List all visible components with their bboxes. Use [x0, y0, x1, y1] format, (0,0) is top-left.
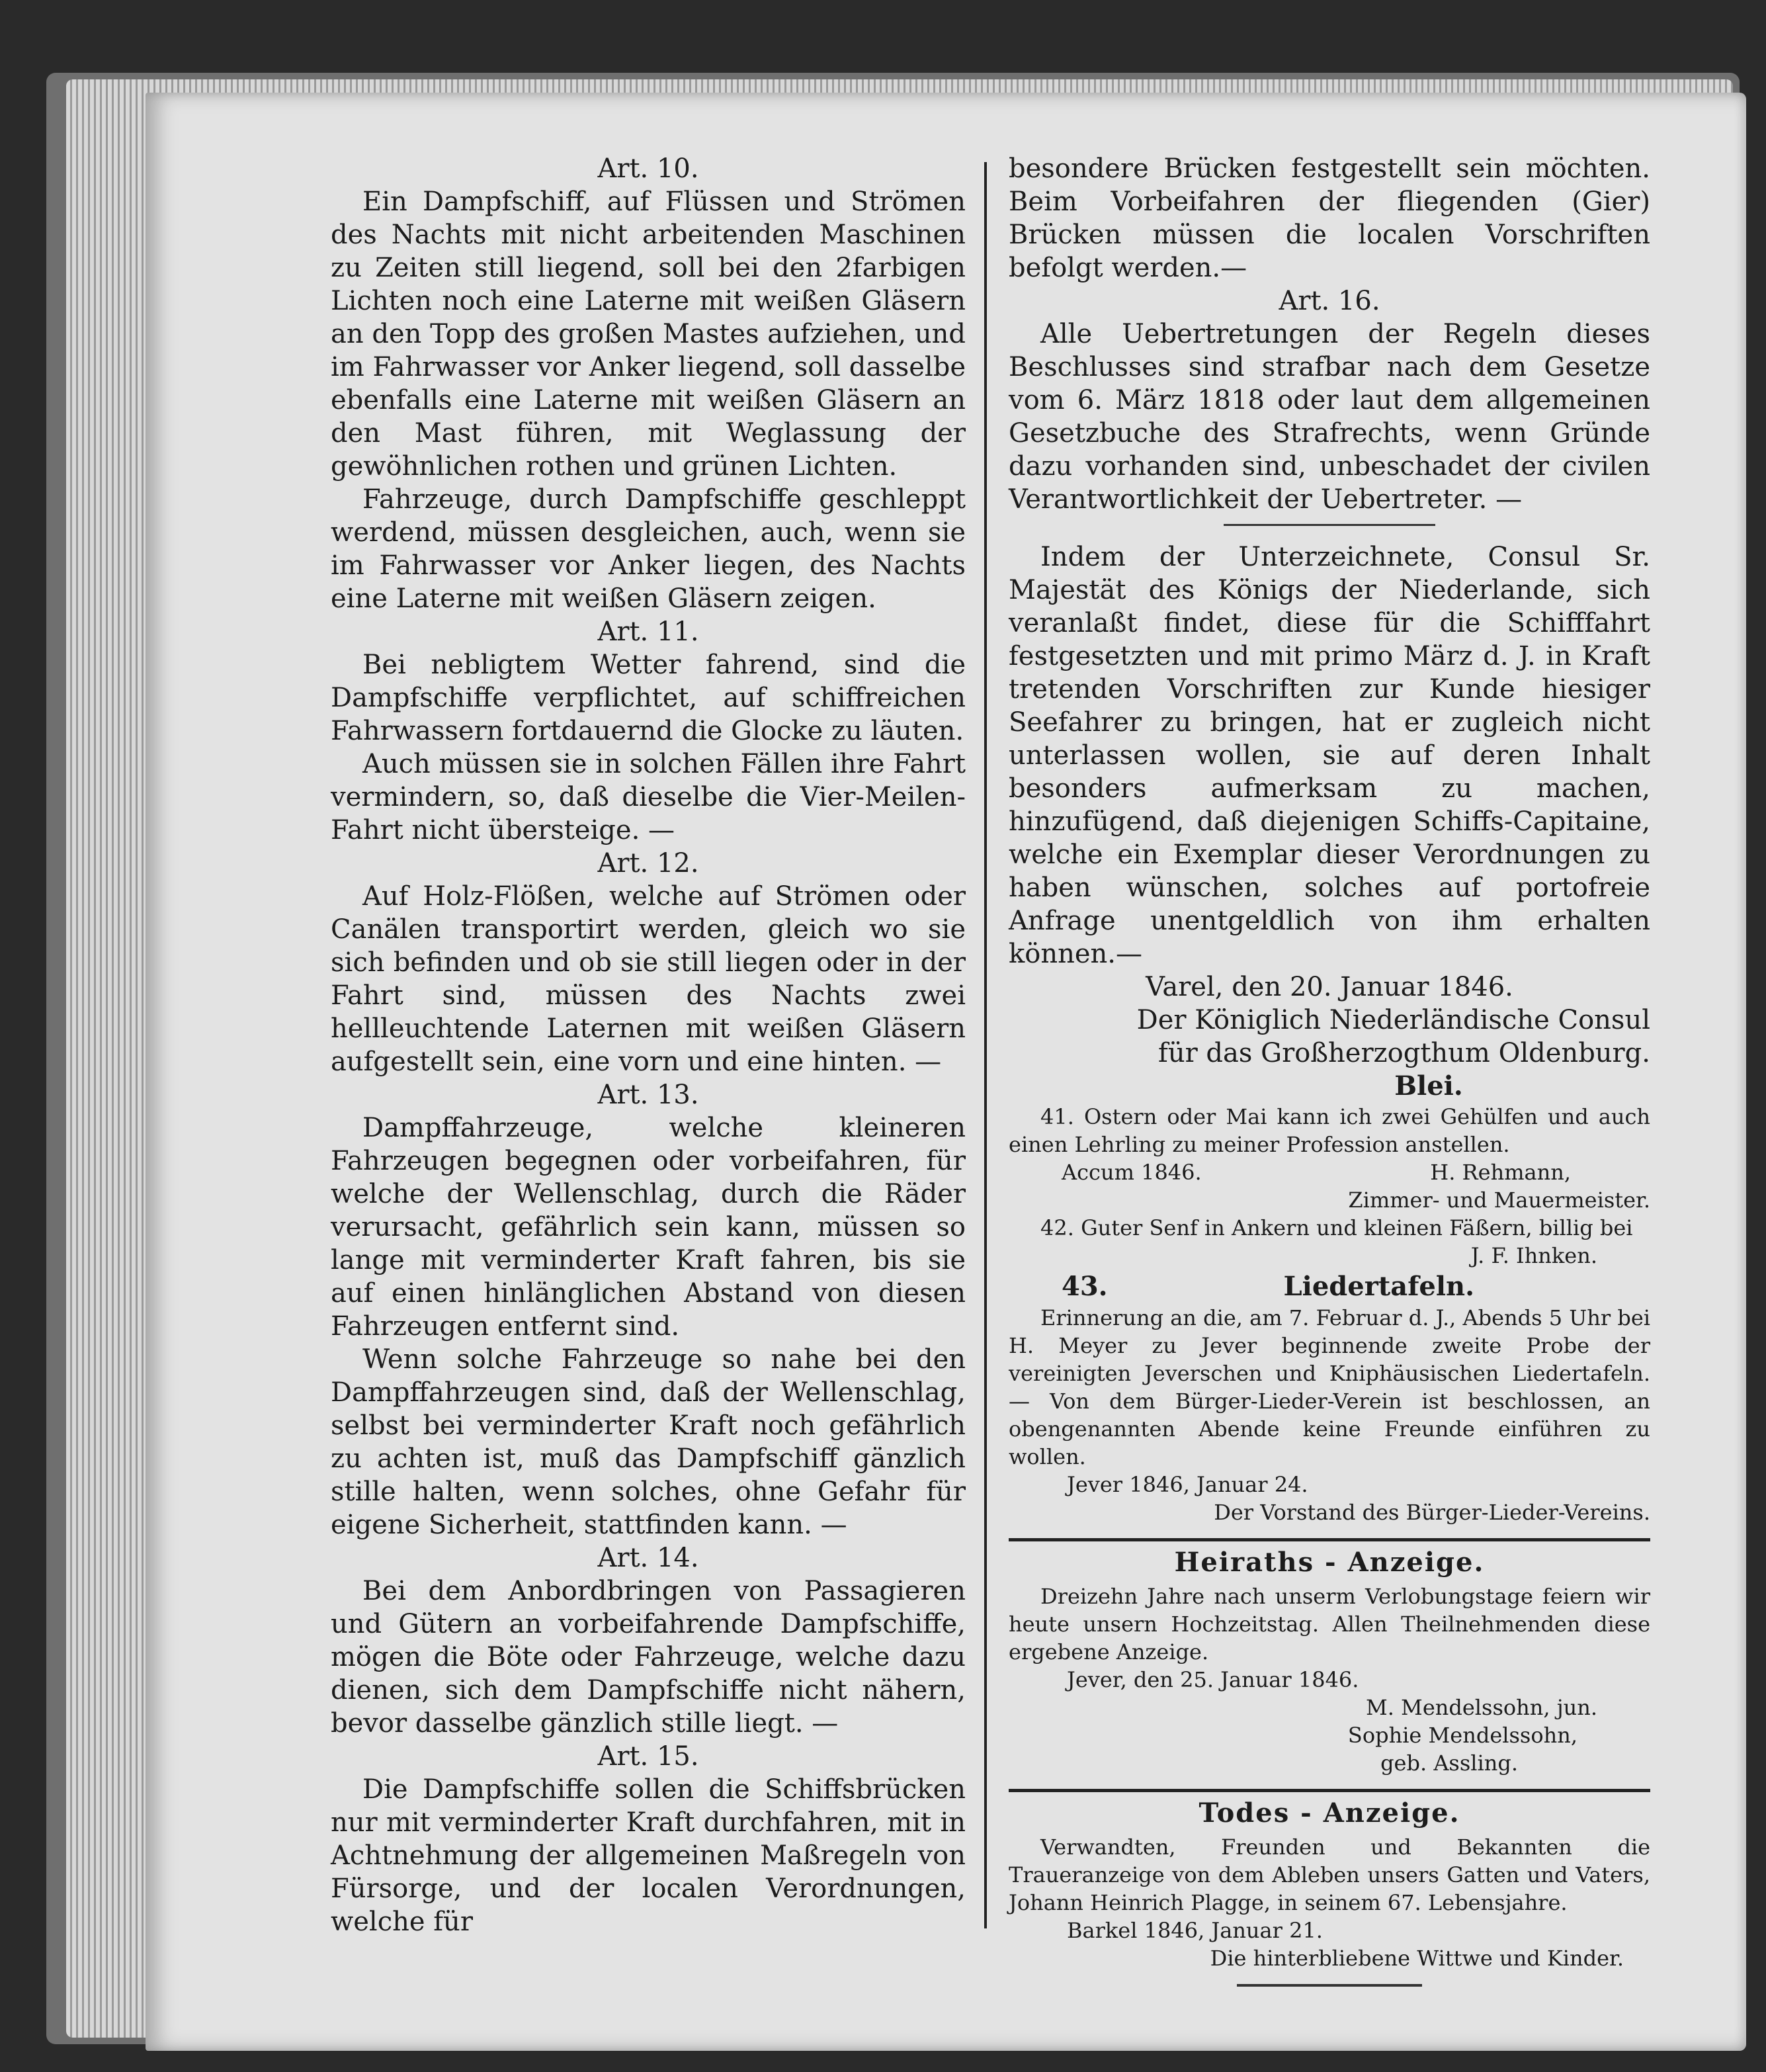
art-15-heading: Art. 15. — [597, 1741, 699, 1772]
ad-41-text: 41. Ostern oder Mai kann ich zwei Gehülfen und auch einen Lehrling zu meiner Profession anstellen. — [1009, 1104, 1650, 1157]
ad-41-place: Accum 1846. — [1062, 1160, 1202, 1185]
art-10-paragraph-2: Fahrzeuge, durch Dampfschiffe geschleppt werdend, müssen desgleichen, auch, wenn sie im Fahrwasser vor Anker liegen, des Nachts eine Laterne mit weißen Gläsern zeigen. — [331, 484, 966, 614]
art-13-paragraph-2: Wenn solche Fahrzeuge so nahe bei den Dampffahrzeugen sind, daß der Wellenschlag, selbst bei verminderter Kraft noch gefährlich zu achten ist, muß das Dampfschiff gänzlich stille halten, wenn solches, ohne Gefahr für eigene Sicherheit, stattfinden kann. — — [331, 1344, 966, 1540]
art-13-paragraph-1: Dampffahrzeuge, welche kleineren Fahrzeugen begegnen oder vorbeifahren, für welche der Wellenschlag, durch die Räder verursacht, gefährlich sein kann, müssen so lange mit verminderter Kraft fahren, bis sie auf einen hinlänglichen Abstand von diesen Fahrzeugen entfernt sind. — [331, 1113, 966, 1342]
left-column — [331, 152, 966, 1938]
art-15-paragraph-1: Die Dampfschiffe sollen die Schiffsbrücken nur mit verminderter Kraft durchfahren, mit in Achtnehmung der allgemeinen Maßregeln von Fürsorge, und der localen Verordnungen, welche für — [331, 1774, 966, 1937]
art-14-heading: Art. 14. — [597, 1543, 699, 1573]
section-rule — [1224, 524, 1435, 526]
art-16-paragraph-1: Alle Uebertretungen der Regeln dieses Beschlusses sind strafbar nach dem Gesetze vom 6. März 1818 oder laut dem allgemeinen Gesetzbuche des Strafrechts, wenn Gründe dazu vorhanden sind, unbeschadet der civilen Verantwortlichkeit der Uebertreter. — — [1009, 319, 1650, 515]
consul-signature-line-1: Der Königlich Niederländische Consul — [1136, 1005, 1650, 1035]
art-11-paragraph-2: Auch müssen sie in solchen Fällen ihre Fahrt vermindern, so, daß dieselbe die Vier-Meilen-Fahrt nicht übersteige. — — [331, 749, 966, 845]
death-notice — [1009, 1796, 1650, 1972]
ad-42-name: J. F. Ihnken. — [1470, 1243, 1597, 1268]
art-13-heading: Art. 13. — [597, 1080, 699, 1110]
art-10-paragraph-1: Ein Dampfschiff, auf Flüssen und Strömen des Nachts mit nicht arbeitenden Maschinen zu Zeiten still liegend, soll bei den 2farbigen Lichten noch eine Laterne mit weißen Gläsern an den Topp des großen Mastes aufziehen, und im Fahrwasser vor Anker liegend, soll dasselbe ebenfalls eine Laterne mit weißen Gläsern an den Mast führen, mit Weglassung der gewöhnlichen rothen und grünen Lichten. — [331, 187, 966, 482]
art-12-paragraph-1: Auf Holz-Flößen, welche auf Strömen oder Canälen transportirt werden, gleich wo sie sich befinden und ob sie still liegen oder in der Fahrt sind, müssen des Nachts zwei hellleuchtende Laternen mit weißen Gläsern aufgestellt sein, eine vorn und eine hinten. — — [331, 881, 966, 1077]
ad-43-number: 43. — [1062, 1271, 1108, 1302]
death-notice-title: Todes - Anzeige. — [1198, 1797, 1460, 1829]
right-column — [1009, 152, 1650, 1987]
ad-43-place-date: Jever 1846, Januar 24. — [1067, 1472, 1308, 1497]
marriage-notice-text: Dreizehn Jahre nach unserm Verlobungstage feiern wir heute unsern Hochzeitstag. Allen Theilnehmenden diese ergebene Anzeige. — [1009, 1584, 1650, 1664]
ad-41-title: Zimmer- und Mauermeister. — [1348, 1187, 1650, 1213]
consul-paragraph: Indem der Unterzeichnete, Consul Sr. Majestät des Königs der Niederlande, sich veranlaßt findet, diese für die Schifffahrt festgesetzten und mit primo März d. J. in Kraft tretenden Vorschriften zur Kunde hiesiger Seefahrer zu bringen, hat er zugleich nicht unterlassen wollen, sie auf deren Inhalt besonders aufmerksam zu machen, hinzufügend, daß diejenigen Schiffs-Capitaine, welche ein Exemplar dieser Verordnungen zu haben wünschen, solches auf portofreie Anfrage unentgeldlich von ihm erhalten können.— — [1009, 542, 1650, 969]
ad-42 — [1009, 1214, 1650, 1270]
notice-rule-2 — [1009, 1789, 1650, 1792]
end-rule — [1237, 1984, 1422, 1987]
marriage-notice-signature-3: geb. Assling. — [1380, 1750, 1518, 1776]
death-notice-text: Verwandten, Freunden und Bekannten die Traueranzeige von dem Ableben unsers Gatten und Vaters, Johann Heinrich Plagge, in seinem 67. Lebensjahre. — [1009, 1835, 1650, 1915]
art-11-heading: Art. 11. — [597, 617, 699, 647]
art-14-paragraph-1: Bei dem Anbordbringen von Passagieren und Gütern an vorbeifahrende Dampfschiffe, mögen die Böte oder Fahrzeuge, welche dazu dienen, sich dem Dampfschiffe nicht nähern, bevor dasselbe gänzlich stille liegt. — — [331, 1576, 966, 1739]
death-notice-place-date: Barkel 1846, Januar 21. — [1067, 1918, 1323, 1943]
consul-signature-line-2: für das Großherzogthum Oldenburg. — [1158, 1038, 1650, 1068]
ad-43-signature: Der Vorstand des Bürger-Lieder-Vereins. — [1214, 1500, 1650, 1525]
notice-rule-1 — [1009, 1538, 1650, 1541]
ad-43-header — [1009, 1270, 1650, 1304]
marriage-notice-signature-2: Sophie Mendelssohn, — [1347, 1723, 1577, 1748]
art-12-heading: Art. 12. — [597, 848, 699, 879]
ad-43 — [1009, 1270, 1650, 1526]
marriage-notice — [1009, 1545, 1650, 1777]
art-16-heading: Art. 16. — [1279, 286, 1380, 316]
art-15-continuation: besondere Brücken festgestellt sein möchten. Beim Vorbeifahren der fliegenden (Gier) Brücken müssen die localen Vorschriften befolgt werden.— — [1009, 153, 1650, 283]
ad-43-title: Liedertafeln. — [1283, 1271, 1475, 1302]
ad-42-text: 42. Guter Senf in Ankern und kleinen Fäßern, billig bei — [1040, 1215, 1633, 1240]
death-notice-signature: Die hinterbliebene Wittwe und Kinder. — [1210, 1946, 1624, 1971]
ad-41-signature-row — [1009, 1158, 1650, 1186]
marriage-notice-place-date: Jever, den 25. Januar 1846. — [1067, 1667, 1359, 1692]
ad-41 — [1009, 1103, 1650, 1214]
art-10-heading: Art. 10. — [597, 153, 699, 184]
consul-place-date: Varel, den 20. Januar 1846. — [1146, 972, 1513, 1002]
marriage-notice-title: Heiraths - Anzeige. — [1174, 1547, 1485, 1578]
marriage-notice-signature-1: M. Mendelssohn, jun. — [1365, 1695, 1597, 1720]
art-11-paragraph-1: Bei nebligtem Wetter fahrend, sind die Dampfschiffe verpflichtet, auf schiffreichen Fahrwassern fortdauernd die Glocke zu läuten. — [331, 650, 966, 746]
ad-41-name: H. Rehmann, — [1430, 1160, 1571, 1185]
ad-43-text: Erinnerung an die, am 7. Februar d. J., Abends 5 Uhr bei H. Meyer zu Jever beginnende zweite Probe der vereinigten Jeverschen und Kniphäusischen Liedertafeln. — Von dem Bürger-Lieder-Verein ist beschlossen, an obengenannten Abende keine Freunde einführen zu wollen. — [1009, 1305, 1650, 1469]
column-divider — [984, 162, 987, 1928]
consul-name: Blei. — [1394, 1070, 1463, 1101]
